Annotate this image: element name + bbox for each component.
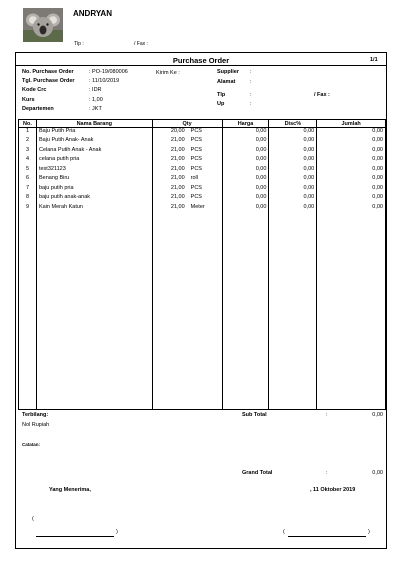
currency-label: Kode Crc	[22, 87, 47, 93]
table-row	[19, 194, 386, 204]
ship-to-label: Kirim Ke :	[156, 70, 180, 76]
issuer-paren-open: (	[283, 529, 285, 535]
table-row	[19, 166, 386, 176]
row-item-name: Baju Putih Pria	[36, 128, 152, 138]
row-no: 9	[19, 204, 37, 214]
table-row	[19, 175, 386, 185]
table-header-row	[19, 120, 386, 128]
row-amount: 0,00	[317, 175, 386, 185]
row-price: 0,00	[222, 128, 269, 138]
table-row	[19, 147, 386, 157]
address-value: :	[250, 79, 252, 85]
table-row	[19, 156, 386, 166]
address-label: Alamat	[217, 79, 236, 85]
row-qty-cell	[152, 147, 222, 157]
grandtotal-colon: :	[326, 470, 328, 476]
row-discount: 0,00	[269, 175, 317, 185]
row-qty-cell	[152, 128, 222, 138]
table-row	[19, 137, 386, 147]
row-amount: 0,00	[317, 194, 386, 204]
row-unit: PCS	[190, 156, 202, 162]
header-item-name: Nama Barang	[36, 120, 152, 128]
row-no: 8	[19, 194, 37, 204]
header-qty: Qty	[152, 120, 222, 128]
row-amount: 0,00	[317, 128, 386, 138]
row-discount: 0,00	[269, 204, 317, 214]
company-fax-label: / Fax :	[134, 41, 148, 47]
row-unit: PCS	[190, 137, 202, 143]
row-no: 4	[19, 156, 37, 166]
row-qty: 21,00	[170, 137, 185, 143]
row-price: 0,00	[222, 175, 269, 185]
row-qty-cell	[152, 194, 222, 204]
supplier-label: Supplier	[217, 69, 240, 75]
row-amount: 0,00	[317, 185, 386, 195]
row-qty: 21,00	[170, 203, 185, 210]
header-discount: Disc%	[269, 120, 317, 128]
row-discount: 0,00	[269, 128, 317, 138]
row-unit: PCS	[190, 146, 202, 153]
row-item-name: Celana Putih Anak - Anak	[36, 147, 152, 157]
row-item-name: baju putih pria	[36, 185, 152, 195]
company-tlp-label: Tlp :	[74, 41, 84, 47]
row-price: 0,00	[222, 194, 269, 204]
row-qty: 21,00	[170, 194, 185, 200]
row-price: 0,00	[222, 166, 269, 176]
row-amount: 0,00	[317, 137, 386, 147]
row-qty: 21,00	[170, 146, 185, 153]
items-table	[18, 119, 386, 410]
up-value: :	[250, 101, 252, 107]
row-discount: 0,00	[269, 137, 317, 147]
row-amount: 0,00	[317, 147, 386, 157]
row-discount: 0,00	[269, 156, 317, 166]
receiver-signature-line	[36, 536, 114, 537]
receiver-paren-open: (	[32, 516, 34, 522]
grandtotal-label: Grand Total	[242, 470, 273, 476]
row-unit: roll	[190, 175, 198, 181]
row-qty-cell	[152, 175, 222, 185]
row-qty-cell	[152, 137, 222, 147]
row-price: 0,00	[222, 185, 269, 195]
row-qty: 21,00	[170, 156, 185, 162]
issuer-paren-close: )	[368, 529, 370, 535]
currency-value: : IDR	[89, 87, 102, 93]
company-logo	[23, 8, 63, 42]
row-amount: 0,00	[317, 204, 386, 214]
row-item-name: test321123	[36, 166, 152, 176]
department-label: Departemen	[22, 106, 54, 112]
tlp-value: :	[250, 92, 252, 98]
row-qty: 21,00	[170, 165, 185, 172]
row-item-name: Baju Putih Anak- Anak	[36, 137, 152, 147]
table-row	[19, 128, 386, 138]
row-no: 3	[19, 147, 37, 157]
receiver-paren-close: )	[116, 529, 118, 535]
department-value: : JKT	[89, 106, 102, 112]
row-price: 0,00	[222, 204, 269, 214]
row-price: 0,00	[222, 147, 269, 157]
notes-label: Catatan:	[22, 442, 41, 447]
row-no: 6	[19, 175, 37, 185]
receiver-label: Yang Menerima,	[49, 487, 91, 493]
row-discount: 0,00	[269, 194, 317, 204]
row-unit: PCS	[190, 184, 202, 191]
po-date-label: Tgl. Purchase Order	[22, 78, 75, 84]
row-price: 0,00	[222, 137, 269, 147]
subtotal-colon: :	[326, 412, 328, 418]
row-qty: 21,00	[170, 184, 185, 191]
row-price: 0,00	[222, 156, 269, 166]
row-qty-cell	[152, 166, 222, 176]
rate-label: Kurs	[22, 97, 35, 103]
row-qty: 20,00	[170, 128, 185, 134]
header-no: No.	[19, 120, 37, 128]
up-label: Up	[217, 101, 225, 107]
koala-logo-icon	[23, 8, 63, 42]
fax-label: / Fax :	[314, 92, 330, 98]
issuer-signature-line	[288, 536, 366, 537]
grandtotal-value: 0,00	[372, 470, 383, 476]
row-amount: 0,00	[317, 166, 386, 176]
row-no: 5	[19, 166, 37, 176]
row-item-name: baju putih anak-anak	[36, 194, 152, 204]
rate-value: : 1,00	[89, 97, 103, 103]
title-divider	[15, 65, 387, 66]
row-unit: Meter	[190, 203, 205, 210]
page-number: 1/1	[370, 57, 378, 63]
header-amount: Jumlah	[317, 120, 386, 128]
row-qty-cell	[152, 204, 222, 214]
row-qty: 21,00	[170, 175, 185, 181]
supplier-value: :	[250, 69, 252, 75]
row-item-name: Benang Biru	[36, 175, 152, 185]
signature-date: , 11 Oktober 2019	[310, 487, 356, 493]
row-unit: PCS	[190, 128, 202, 134]
terbilang-label: Terbilang:	[22, 412, 49, 418]
po-number-value: : PO-19/080006	[89, 69, 128, 75]
row-qty-cell	[152, 185, 222, 195]
terbilang-value: Nol Rupiah	[22, 422, 50, 428]
row-item-name: celana putih pria	[36, 156, 152, 166]
header-price: Harga	[222, 120, 269, 128]
document-title: Purchase Order	[172, 56, 230, 65]
row-no: 1	[19, 128, 37, 138]
row-discount: 0,00	[269, 185, 317, 195]
table-row	[19, 185, 386, 195]
subtotal-value: 0,00	[372, 412, 383, 418]
table-filler-row	[19, 213, 386, 410]
table-row	[19, 204, 386, 214]
company-contact	[74, 41, 148, 47]
row-amount: 0,00	[317, 156, 386, 166]
subtotal-label: Sub Total	[242, 412, 267, 418]
row-unit: PCS	[190, 194, 202, 200]
row-no: 2	[19, 137, 37, 147]
row-discount: 0,00	[269, 166, 317, 176]
row-discount: 0,00	[269, 147, 317, 157]
row-item-name: Kain Merah Katun	[36, 204, 152, 214]
company-name: ANDRYAN	[73, 9, 112, 18]
tlp-label: Tlp	[217, 92, 226, 98]
row-qty-cell	[152, 156, 222, 166]
po-date-value: : 11/10/2019	[89, 78, 120, 84]
row-no: 7	[19, 185, 37, 195]
row-unit: PCS	[190, 165, 202, 172]
po-number-label: No. Purchase Order	[22, 69, 74, 75]
